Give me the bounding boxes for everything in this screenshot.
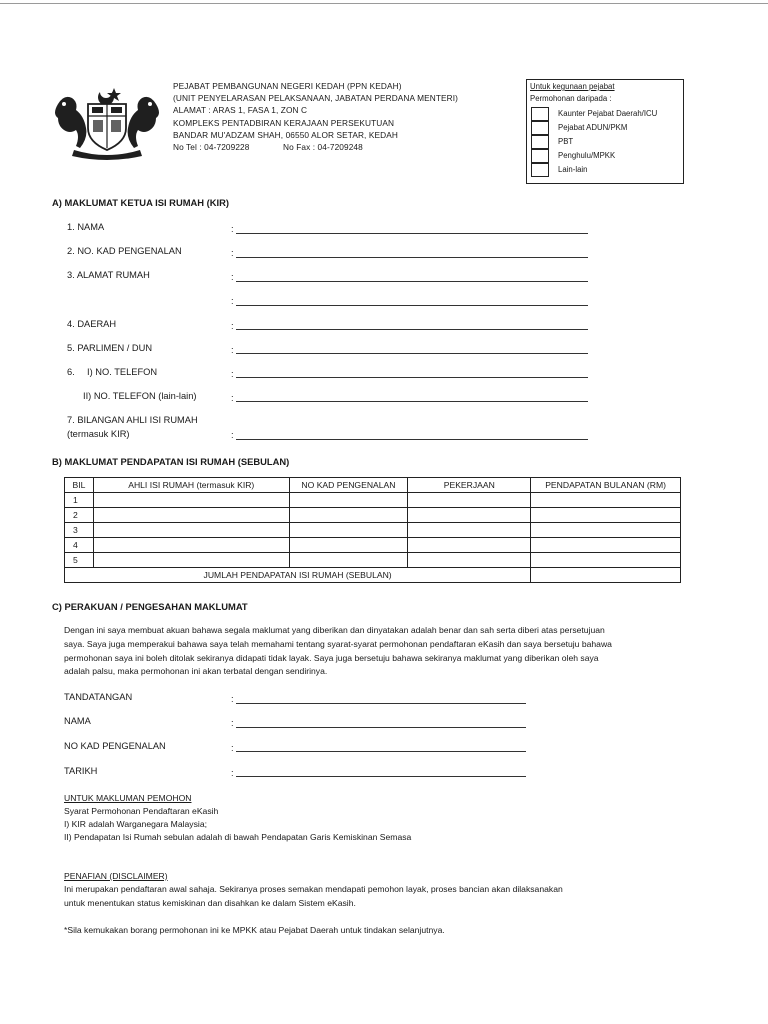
office-option-pbt[interactable]: PBT [531, 135, 681, 148]
ic-c-input-line[interactable] [236, 751, 526, 752]
letterhead-line-5: BANDAR MU'ADZAM SHAH, 06550 ALOR SETAR, KEDAH [173, 129, 398, 140]
ahli-cell[interactable] [93, 553, 289, 568]
submission-note: *Sila kemukakan borang permohonan ini ke MPKK atau Pejabat Daerah untuk tindakan selanjutnya. [64, 925, 445, 935]
nama-input-line[interactable] [236, 233, 588, 234]
colon: : [231, 430, 234, 440]
makluman-title: UNTUK MAKLUMAN PEMOHON [64, 793, 192, 803]
colon: : [231, 248, 234, 258]
parlimen-input-line[interactable] [236, 353, 588, 354]
letterhead-line-3: ALAMAT : ARAS 1, FASA 1, ZON C [173, 105, 308, 116]
colon: : [231, 224, 234, 234]
ic-cell[interactable] [289, 493, 408, 508]
declaration-line-3: permohonan saya ini boleh ditolak sekiranya didapati tidak layak. Saya juga bersetuju bahawa sekiranya maklumat yang diberikan oleh saya [64, 652, 599, 663]
declaration-line-4: adalah palsu, maka permohonan ini akan terbatal dengan sendirinya. [64, 666, 328, 677]
table-row [65, 538, 681, 553]
letterhead-line-1: PEJABAT PEMBANGUNAN NEGERI KEDAH (PPN KEDAH) [173, 81, 402, 91]
makluman-line-2: I) KIR adalah Warganegara Malaysia; [64, 819, 207, 829]
field-label-daerah: 4. DAERAH [67, 319, 117, 329]
pendapatan-cell[interactable] [531, 553, 681, 568]
colon: : [231, 321, 234, 331]
field-label-alamat: 3. ALAMAT RUMAH [67, 270, 150, 280]
ahli-cell[interactable] [93, 493, 289, 508]
column-header-ic: NO KAD PENGENALAN [289, 478, 408, 493]
colon: : [231, 743, 234, 753]
letterhead [173, 80, 458, 153]
checkbox[interactable] [531, 107, 549, 121]
field-label-tel: I) NO. TELEFON [87, 367, 158, 377]
field-label-ic-c: NO KAD PENGENALAN [64, 741, 166, 751]
checkbox[interactable] [531, 121, 549, 135]
tandatangan-input-line[interactable] [236, 703, 526, 704]
ahli-cell[interactable] [93, 538, 289, 553]
letterhead-line-4: KOMPLEKS PENTADBIRAN KERAJAAN PERSEKUTUAN [173, 117, 395, 128]
ahli-cell[interactable] [93, 523, 289, 538]
row-number: 5 [65, 553, 94, 568]
nama-c-input-line[interactable] [236, 727, 526, 728]
ic-cell[interactable] [289, 523, 408, 538]
letterhead-line-2: (UNIT PENYELARASAN PELAKSANAAN, JABATAN PERDANA MENTERI) [173, 93, 458, 104]
ic-cell[interactable] [289, 553, 408, 568]
total-label: JUMLAH PENDAPATAN ISI RUMAH (SEBULAN) [65, 568, 531, 583]
office-use-title: Untuk kegunaan pejabat [530, 82, 615, 91]
field-label-tel2: II) NO. TELEFON (lain-lain) [83, 391, 197, 401]
office-use-subtitle: Permohonan daripada : [530, 94, 612, 103]
tarikh-input-line[interactable] [236, 776, 526, 777]
ic-cell[interactable] [289, 538, 408, 553]
colon: : [231, 345, 234, 355]
pendapatan-cell[interactable] [531, 538, 681, 553]
checkbox[interactable] [531, 149, 549, 163]
tel2-input-line[interactable] [236, 401, 588, 402]
column-header-ahli: AHLI ISI RUMAH (termasuk KIR) [93, 478, 289, 493]
colon: : [231, 369, 234, 379]
checkbox[interactable] [531, 135, 549, 149]
ic-input-line[interactable] [236, 257, 588, 258]
office-option-lain-lain[interactable]: Lain-lain [531, 163, 681, 176]
pendapatan-cell[interactable] [531, 493, 681, 508]
pekerjaan-cell[interactable] [408, 508, 531, 523]
income-table [64, 477, 681, 583]
daerah-input-line[interactable] [236, 329, 588, 330]
row-number: 3 [65, 523, 94, 538]
alamat-input-line-2[interactable] [236, 305, 588, 306]
office-option-kaunter[interactable]: Kaunter Pejabat Daerah/ICU [531, 107, 681, 120]
tel-input-line[interactable] [236, 377, 588, 378]
declaration-line-1: Dengan ini saya membuat akuan bahawa segala maklumat yang diberikan dan dinyatakan adalah benar dan sah serta diberi atas persetujuan [64, 625, 605, 635]
declaration-paragraph [64, 624, 704, 679]
row-number: 4 [65, 538, 94, 553]
office-use-box [526, 79, 684, 184]
field-label-parlimen: 5. PARLIMEN / DUN [67, 343, 153, 353]
total-cell[interactable] [531, 568, 681, 583]
section-b-title: B) MAKLUMAT PENDAPATAN ISI RUMAH (SEBULAN) [52, 456, 290, 467]
declaration-line-2: saya. Saya juga memperakui bahawa saya telah memahami tentang syarat-syarat permohonan pendaftaran eKasih dan saya bersetuju bahawa [64, 638, 612, 649]
colon: : [231, 296, 234, 306]
table-total-row [65, 568, 681, 583]
disclaimer-line-1: Ini merupakan pendaftaran awal sahaja. Sekiranya proses semakan mendapati pemohon layak, proses bancian akan dilaksanakan [64, 884, 563, 894]
disclaimer-title: PENAFIAN (DISCLAIMER) [64, 871, 168, 881]
ic-cell[interactable] [289, 508, 408, 523]
pekerjaan-cell[interactable] [408, 538, 531, 553]
pekerjaan-cell[interactable] [408, 523, 531, 538]
column-header-pekerjaan: PEKERJAAN [408, 478, 531, 493]
field-label-tel-prefix: 6. [67, 367, 75, 377]
colon: : [231, 694, 234, 704]
field-label-tarikh: TARIKH [64, 766, 98, 776]
checkbox[interactable] [531, 163, 549, 177]
table-row [65, 553, 681, 568]
row-number: 1 [65, 493, 94, 508]
table-row [65, 523, 681, 538]
table-header-row [65, 478, 681, 493]
telephone-number: No Tel : 04-7209228 [173, 142, 250, 153]
office-option-adun[interactable]: Pejabat ADUN/PKM [531, 121, 681, 134]
colon: : [231, 272, 234, 282]
field-label-nama: 1. NAMA [67, 222, 105, 232]
section-c-title: C) PERAKUAN / PENGESAHAN MAKLUMAT [52, 601, 248, 612]
letterhead-contact [173, 141, 458, 153]
alamat-input-line-1[interactable] [236, 281, 588, 282]
table-row [65, 493, 681, 508]
colon: : [231, 718, 234, 728]
column-header-pendapatan: PENDAPATAN BULANAN (RM) [531, 478, 681, 493]
colon: : [231, 393, 234, 403]
coat-of-arms-logo [48, 84, 166, 160]
office-option-penghulu[interactable]: Penghulu/MPKK [531, 149, 681, 162]
row-number: 2 [65, 508, 94, 523]
bilangan-input-line[interactable] [236, 439, 588, 440]
field-label-bilangan-note: (termasuk KIR) [67, 429, 130, 439]
scan-top-border [0, 3, 768, 4]
field-label-nama-c: NAMA [64, 716, 91, 726]
fax-number: No Fax : 04-7209248 [283, 142, 363, 153]
makluman-line-3: II) Pendapatan Isi Rumah sebulan adalah di bawah Pendapatan Garis Kemiskinan Semasa [64, 832, 412, 842]
pekerjaan-cell[interactable] [408, 553, 531, 568]
field-label-bilangan: 7. BILANGAN AHLI ISI RUMAH [67, 415, 198, 425]
field-label-tandatangan: TANDATANGAN [64, 692, 133, 702]
makluman-line-1: Syarat Permohonan Pendaftaran eKasih [64, 806, 219, 816]
ahli-cell[interactable] [93, 508, 289, 523]
section-a-title: A) MAKLUMAT KETUA ISI RUMAH (KIR) [52, 197, 230, 208]
disclaimer-line-2: untuk menentukan status kemiskinan dan disahkan ke dalam Sistem eKasih. [64, 898, 356, 908]
pendapatan-cell[interactable] [531, 523, 681, 538]
table-row [65, 508, 681, 523]
column-header-bil: BIL [65, 478, 94, 493]
pendapatan-cell[interactable] [531, 508, 681, 523]
pekerjaan-cell[interactable] [408, 493, 531, 508]
field-label-ic: 2. NO. KAD PENGENALAN [67, 246, 182, 256]
colon: : [231, 768, 234, 778]
